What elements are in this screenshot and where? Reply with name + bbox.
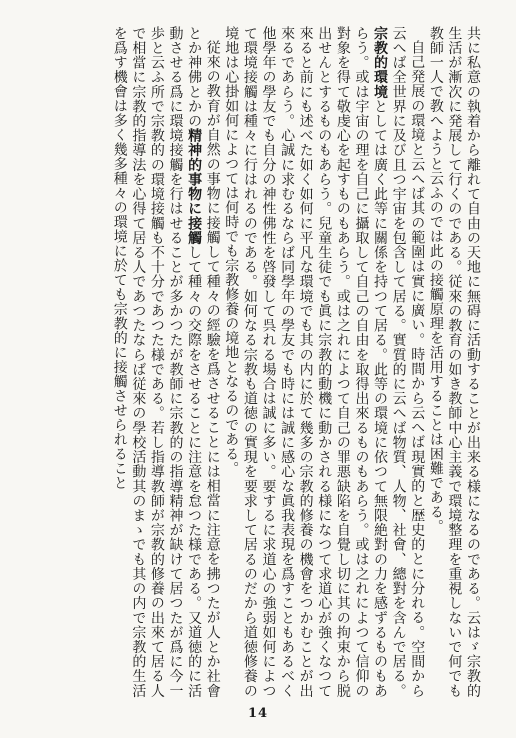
paragraph-text: としては廣く此等に關係を持つて居る。此等の環境に依つて無限絶對の力を感ずるものもあらう。或は宇宙の理を自己に攝取して自己の自由を取得出來るものもあらう。或は之れによつて信仰の對象を得て敬虔心を起すものもあらう。或は之れによつて自己の罪悪缺陷を自覺し切に其の拘束から脱出せんとするものもあらう。兒童生徒でも眞に宗教的動機に動かされる様になつて求道心が強くなつて來ると前にも述べた如く如何に平凡な環境でも其の内に於て幾多の宗教的修養の機會をつかむことが出來るであらう。心誠に求むるならば同學年の學友でも時には誠に感心な眞我表現を爲すこともあるべく他學年の學友でも自分の神性佛性を啓發して呉れる場合は誠に多い。要するに求道心の強弱如何によつて環境接觸は種々に行はれるのである。如何なる宗教も道徳の實現を要求して居るのだから道徳修養の境地は心掛如何によつては何時でも宗教修養の境地となるのである。 — [223, 26, 389, 698]
paragraph — [110, 26, 222, 698]
paragraph-text: 共に私意の執着から離れて自由の天地に無碍に活動することが出来る様になるのである。云はゞ宗教的生活が漸次に発展して行くのである。従來の教育の如き教師中心主義で環境整理を重視しないで何でも教師一人で教へようと云ふのでは此の接觸原理を活用することは困難である。 — [427, 26, 481, 698]
body-text — [30, 26, 482, 698]
emphasized-term: 精神的事物に接觸 — [186, 128, 203, 246]
paragraph-text: して種々の交際をさせることに注意を怠つた様である。又道徳的に活動させる爲に環境接觸を行はせることが多かつたが教師に宗教的の指導精神が缺けて居つたが爲に今一歩と云ふ所で宗教的の環境接觸も不十分であつた様である。若し指導教師が宗教的修養の出來て居る人で相當に宗教的指導法を心得て居る人であつたならば従來の學校活動其のまゝでも其の内で宗教的生活を爲す機會は多く幾多種々の環境に於ても宗教的に接觸させられること — [111, 26, 203, 698]
paragraph-text: 自己発展の環境と云へば其の範圍は實に廣い。時間から云へば現實的と歴史的とに分れる。空間から云へば全世界に及び且つ宇宙を包含して居る。實質的に云へば物質、人物、社會、總對を含んで居る。 — [390, 26, 426, 698]
paragraph — [426, 26, 482, 698]
paragraph — [222, 26, 427, 698]
page-number: 14 — [247, 706, 269, 721]
emphasized-term: 宗教的環境 — [372, 26, 389, 100]
paragraph-text: 従來の教育が自然の事物に接觸して種々の經驗を爲させることには相當に注意を拂つたが人とか社會とか神佛とかの — [186, 26, 221, 698]
